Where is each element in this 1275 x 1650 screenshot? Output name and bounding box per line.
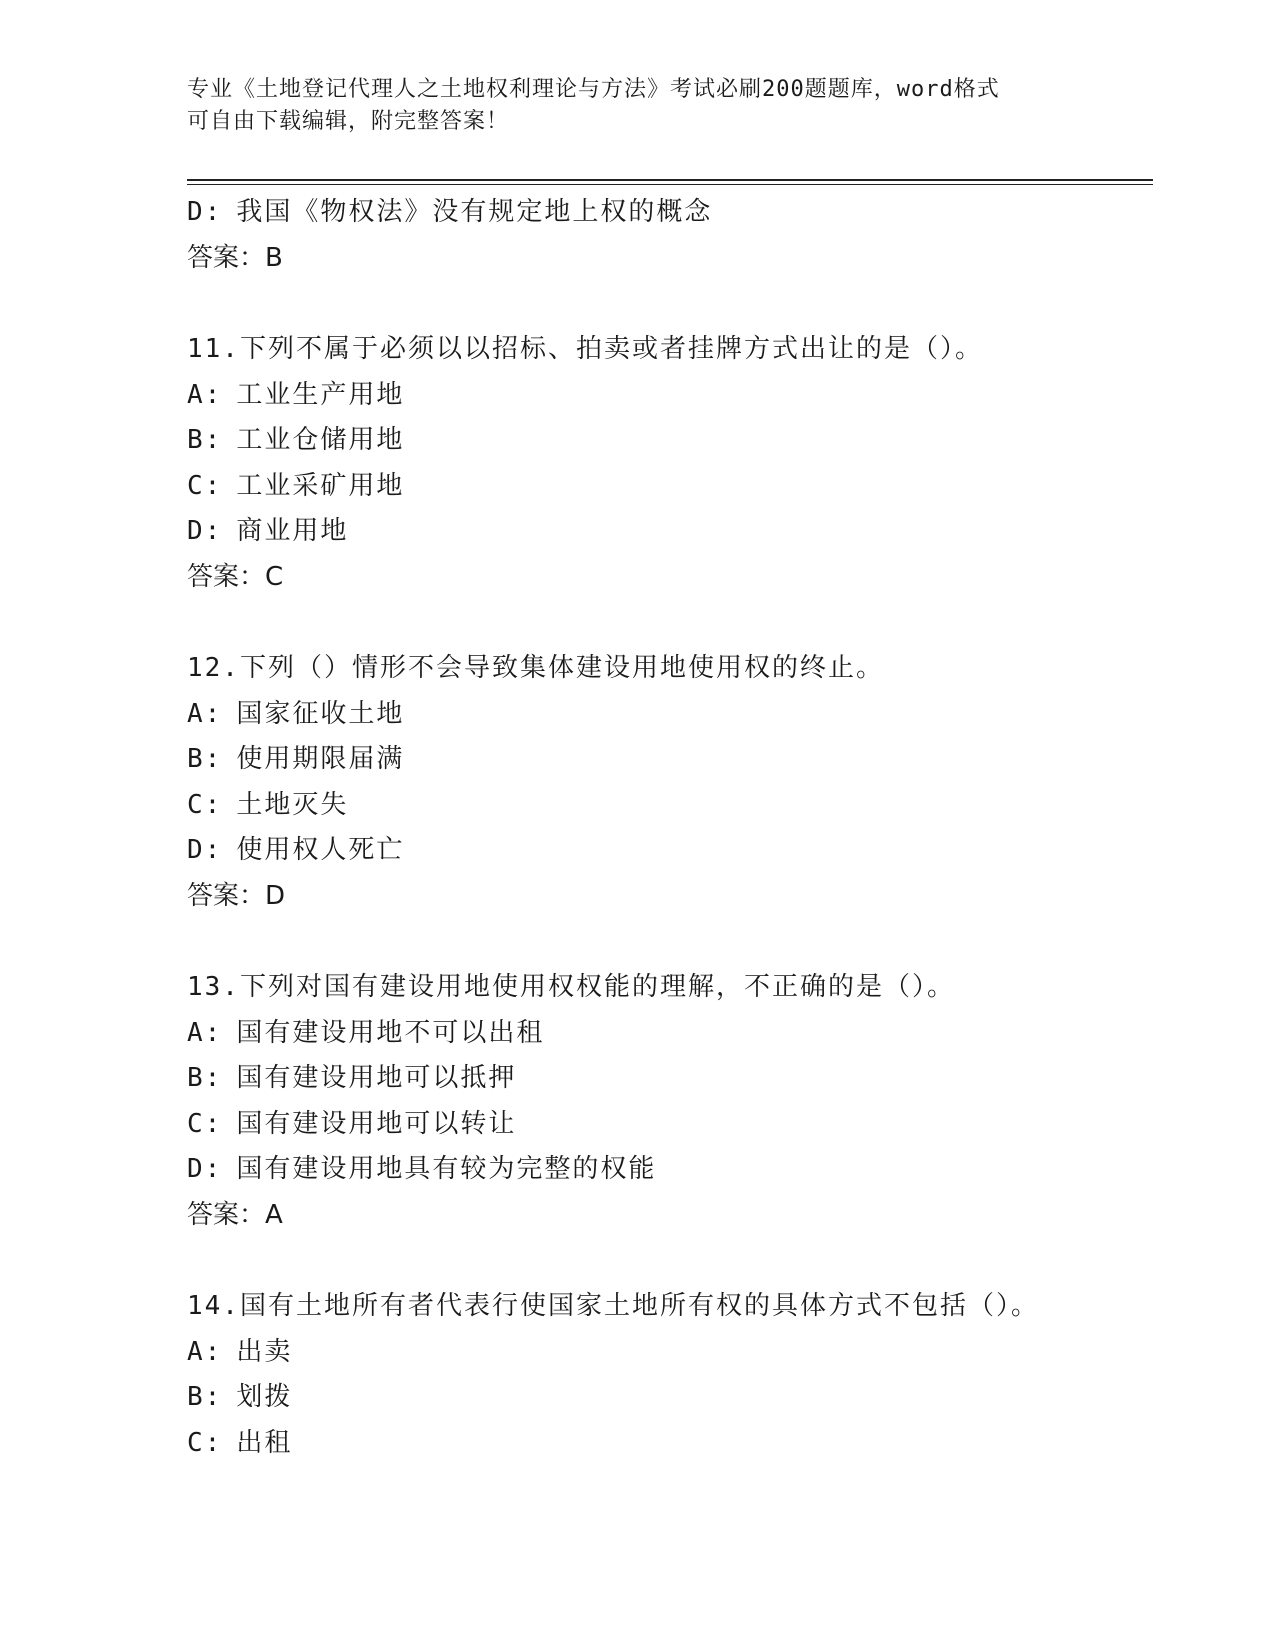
header-title-line-2: 可自由下载编辑，附完整答案！ <box>187 109 510 134</box>
option-label: D: <box>187 516 223 546</box>
option-label: A: <box>187 1017 223 1048</box>
option-text: 国有建设用地可以转让 <box>236 1108 517 1139</box>
option-label: A: <box>187 698 223 729</box>
option-a <box>187 1011 1153 1057</box>
option-b <box>187 1375 1153 1421</box>
document-body <box>187 190 1153 1466</box>
option-label: D: <box>187 835 223 865</box>
answer: 答案：D <box>187 880 286 911</box>
option-d <box>187 828 1153 874</box>
option-text: 工业生产用地 <box>236 379 405 410</box>
answer: 答案：B <box>187 242 283 273</box>
option-text: 我国《物权法》没有规定地上权的概念 <box>236 197 713 227</box>
option-b <box>187 418 1153 464</box>
option-text: 国有建设用地可以抵押 <box>236 1063 517 1093</box>
option-label: B: <box>187 1063 223 1093</box>
option-label: D: <box>187 1154 223 1184</box>
question-stem: 11.下列不属于必须以以招标、拍卖或者挂牌方式出让的是（）。 <box>187 334 983 364</box>
option-a <box>187 373 1153 419</box>
page-header <box>187 74 1067 138</box>
option-text: 使用权人死亡 <box>236 835 405 865</box>
option-d <box>187 1147 1153 1193</box>
option-text: 出租 <box>236 1427 293 1458</box>
option-label: C: <box>187 789 223 820</box>
option-label: B: <box>187 1382 223 1412</box>
option-text: 商业用地 <box>236 516 349 546</box>
header-divider-thick <box>187 179 1153 181</box>
question-stem: 14.国有土地所有者代表行使国家土地所有权的具体方式不包括（）。 <box>187 1291 1039 1321</box>
option-label: B: <box>187 744 223 774</box>
option-label: B: <box>187 425 223 455</box>
option-d <box>187 190 1153 236</box>
question-stem: 13.下列对国有建设用地使用权权能的理解，不正确的是（）。 <box>187 972 955 1002</box>
answer: 答案：A <box>187 1199 283 1230</box>
option-text: 划拨 <box>236 1382 293 1412</box>
answer: 答案：C <box>187 561 284 592</box>
option-text: 国有建设用地不可以出租 <box>236 1017 545 1048</box>
option-label: C: <box>187 1108 223 1139</box>
option-text: 出卖 <box>236 1336 293 1367</box>
option-text: 工业仓储用地 <box>236 425 405 455</box>
option-c <box>187 1102 1153 1148</box>
question-stem: 12.下列（）情形不会导致集体建设用地使用权的终止。 <box>187 653 884 683</box>
option-c <box>187 783 1153 829</box>
option-a <box>187 1330 1153 1376</box>
option-b <box>187 1056 1153 1102</box>
option-text: 国家征收土地 <box>236 698 405 729</box>
option-b <box>187 737 1153 783</box>
option-text: 使用期限届满 <box>236 744 405 774</box>
option-a <box>187 692 1153 738</box>
header-divider-thin <box>187 184 1153 185</box>
header-title-line-1: 专业《土地登记代理人之土地权利理论与方法》考试必刷200题题库，word格式 <box>187 77 1000 102</box>
option-label: C: <box>187 470 223 501</box>
option-label: C: <box>187 1427 223 1458</box>
option-text: 国有建设用地具有较为完整的权能 <box>236 1154 657 1184</box>
option-c <box>187 1421 1153 1467</box>
option-text: 工业采矿用地 <box>236 470 405 501</box>
option-text: 土地灭失 <box>236 789 349 820</box>
option-d <box>187 509 1153 555</box>
option-c <box>187 464 1153 510</box>
option-label: D: <box>187 197 223 227</box>
option-label: A: <box>187 1336 223 1367</box>
option-label: A: <box>187 379 223 410</box>
